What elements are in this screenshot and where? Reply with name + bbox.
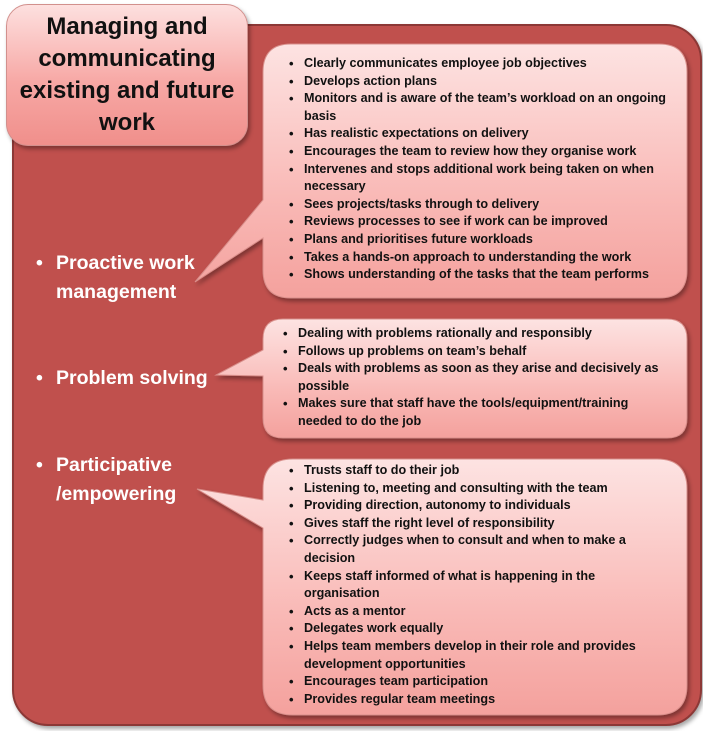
list-item: • Reviews processes to see if work can be improved	[288, 213, 668, 231]
list-item: • Provides regular team meetings	[288, 691, 668, 709]
list-item: • Keeps staff informed of what is happening in the organisation	[288, 568, 668, 603]
list-item: • Listening to, meeting and consulting with the team	[288, 480, 668, 498]
list-item: • Deals with problems as soon as they arise and decisively as possible	[282, 360, 672, 395]
list-item: • Gives staff the right level of responsibility	[288, 515, 668, 533]
callout-3-text	[288, 462, 668, 708]
category-problem-solving: • Problem solving	[36, 367, 208, 389]
category-participative-empowering: • Participative /empowering	[36, 454, 177, 505]
callout-1-text	[288, 55, 668, 284]
list-item: • Acts as a mentor	[288, 603, 668, 621]
list-item: • Plans and prioritises future workloads	[288, 231, 668, 249]
list-item: • Takes a hands-on approach to understanding the work	[288, 249, 668, 267]
list-item: • Trusts staff to do their job	[288, 462, 668, 480]
list-item: • Follows up problems on team’s behalf	[282, 343, 672, 361]
list-item: • Monitors and is aware of the team’s workload on an ongoing basis	[288, 90, 668, 125]
list-item: • Sees projects/tasks through to delivery	[288, 196, 668, 214]
callout-2-list	[282, 325, 672, 431]
category-proactive-work-management: • Proactive work management	[36, 252, 195, 303]
list-item: • Providing direction, autonomy to individuals	[288, 497, 668, 515]
callout-2-text	[282, 325, 672, 431]
list-item: • Dealing with problems rationally and responsibly	[282, 325, 672, 343]
list-item: • Encourages the team to review how they organise work	[288, 143, 668, 161]
list-item: • Has realistic expectations on delivery	[288, 125, 668, 143]
list-item: • Shows understanding of the tasks that the team performs	[288, 266, 668, 284]
list-item: • Clearly communicates employee job objectives	[288, 55, 668, 73]
callout-1-list	[288, 55, 668, 284]
page-title: Managing and communicating existing and future work	[19, 13, 235, 136]
list-item: • Makes sure that staff have the tools/equipment/training needed to do the job	[282, 395, 672, 430]
list-item: • Develops action plans	[288, 73, 668, 91]
title-box	[6, 4, 248, 146]
list-item: • Intervenes and stops additional work being taken on when necessary	[288, 161, 668, 196]
list-item: • Delegates work equally	[288, 620, 668, 638]
list-item: • Correctly judges when to consult and when to make a decision	[288, 532, 668, 567]
callout-3-list	[288, 462, 668, 708]
list-item: • Helps team members develop in their role and provides development opportunities	[288, 638, 668, 673]
list-item: • Encourages team participation	[288, 673, 668, 691]
